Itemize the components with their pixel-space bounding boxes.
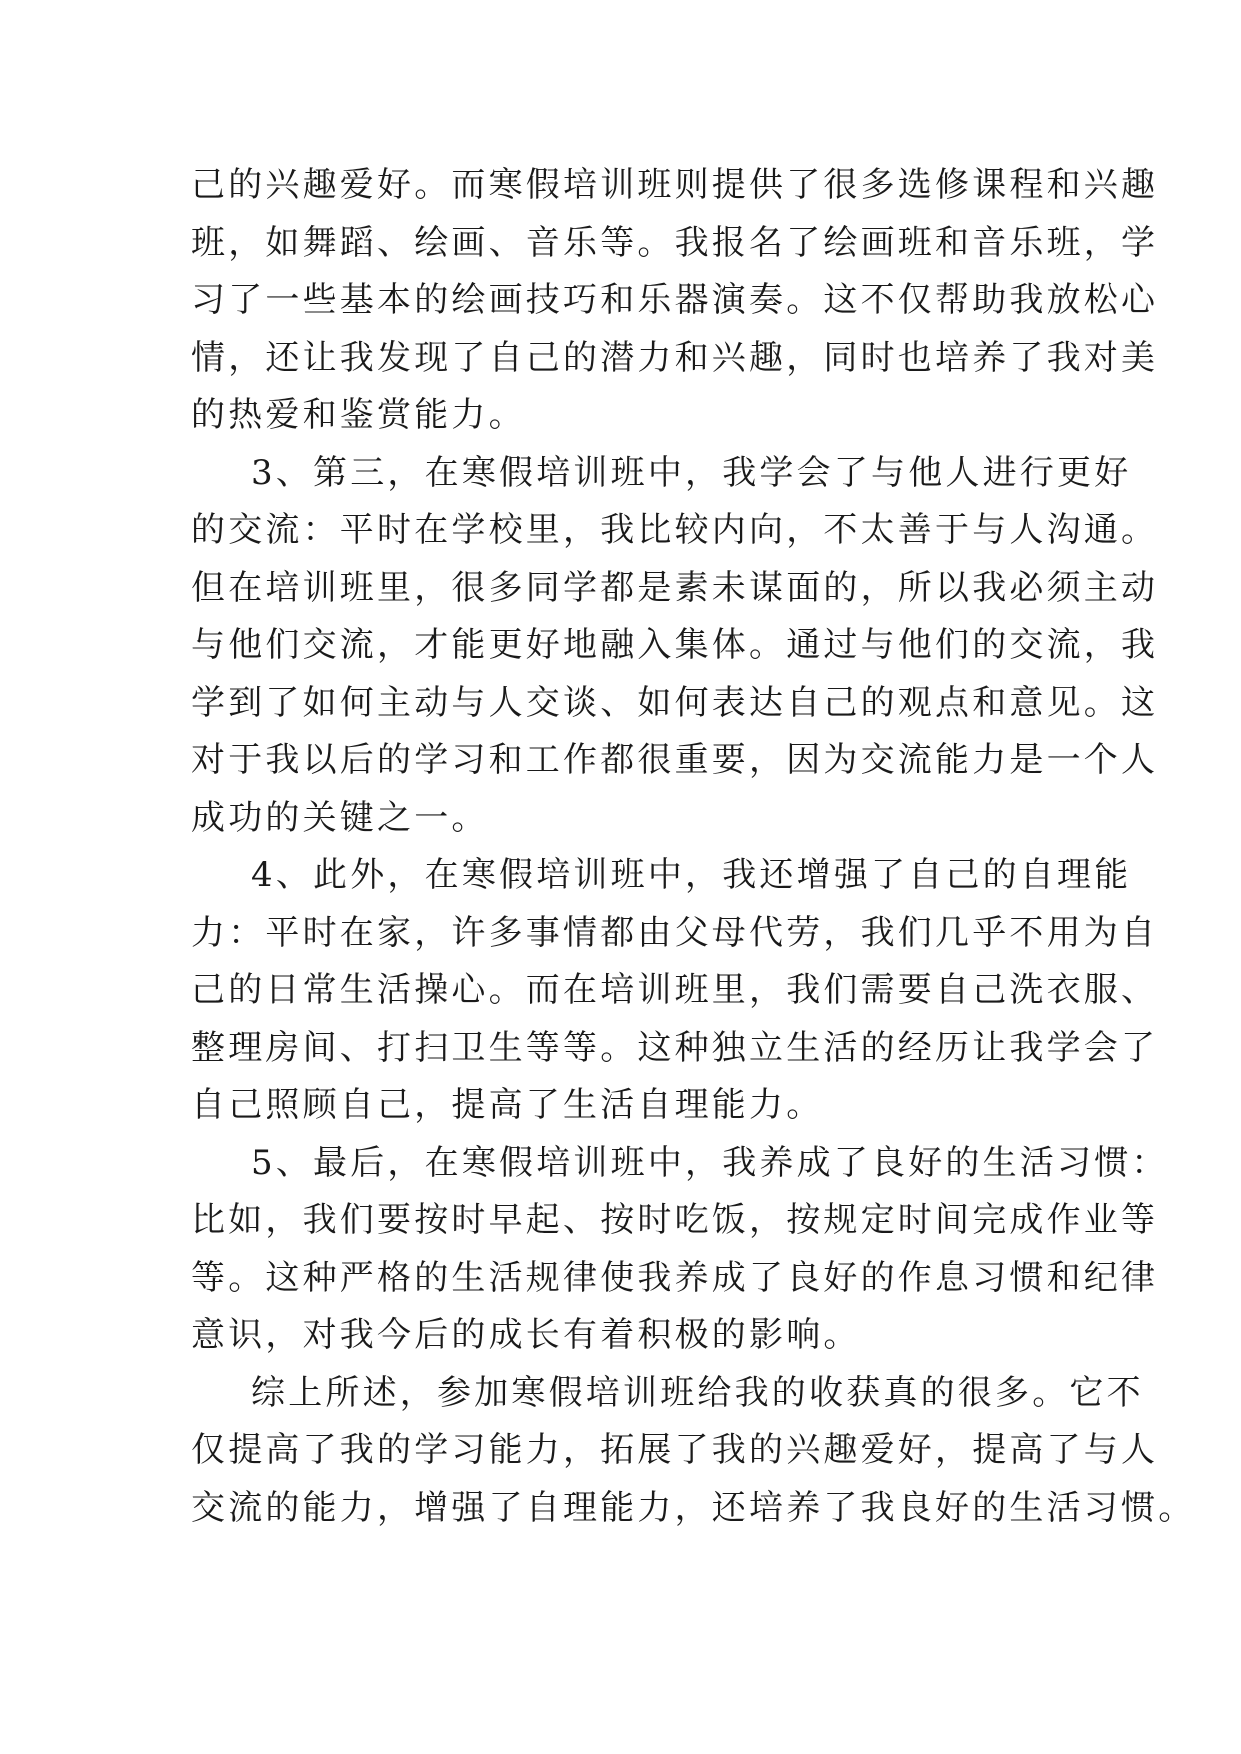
paragraph-line: 意识，对我今后的成长有着积极的影响。 — [191, 1315, 861, 1355]
paragraph-line: 比如，我们要按时早起、按时吃饭，按规定时间完成作业等 — [191, 1200, 1159, 1240]
paragraph-line: 力：平时在家，许多事情都由父母代劳，我们几乎不用为自 — [191, 912, 1159, 953]
paragraph-line: 班，如舞蹈、绘画、音乐等。我报名了绘画班和音乐班，学 — [191, 222, 1159, 263]
document-body — [191, 157, 1196, 1537]
paragraph-line: 等。这种严格的生活规律使我养成了良好的作息习惯和纪律 — [191, 1257, 1159, 1298]
paragraph-line: 情，还让我发现了自己的潜力和兴趣，同时也培养了我对美 — [191, 337, 1159, 378]
paragraph-line: 己的日常生活操心。而在培训班里，我们需要自己洗衣服、 — [191, 970, 1159, 1010]
paragraph-line: 学到了如何主动与人交谈、如何表达自己的观点和意见。这 — [191, 682, 1159, 723]
paragraph-line: 5、最后，在寒假培训班中，我养成了良好的生活习惯： — [251, 1142, 1169, 1183]
paragraph-line: 综上所述，参加寒假培训班给我的收获真的很多。它不 — [251, 1372, 1144, 1413]
paragraph-line: 整理房间、打扫卫生等等。这种独立生活的经历让我学会了 — [191, 1027, 1159, 1068]
paragraph-line: 的热爱和鉴赏能力。 — [191, 395, 526, 435]
paragraph-line: 交流的能力，增强了自理能力，还培养了我良好的生活习惯。 — [191, 1487, 1196, 1528]
paragraph-line: 3、第三，在寒假培训班中，我学会了与他人进行更好 — [251, 452, 1132, 493]
paragraph-line: 4、此外，在寒假培训班中，我还增强了自己的自理能 — [251, 855, 1132, 895]
paragraph-line: 自己照顾自己，提高了生活自理能力。 — [191, 1085, 824, 1125]
paragraph-line: 的交流：平时在学校里，我比较内向，不太善于与人沟通。 — [191, 510, 1159, 550]
paragraph-line: 但在培训班里，很多同学都是素未谋面的，所以我必须主动 — [191, 567, 1159, 608]
paragraph-line: 成功的关键之一。 — [191, 797, 489, 838]
paragraph-line: 对于我以后的学习和工作都很重要，因为交流能力是一个人 — [191, 740, 1159, 780]
paragraph-line: 己的兴趣爱好。而寒假培训班则提供了很多选修课程和兴趣 — [191, 165, 1159, 205]
paragraph-line: 仅提高了我的学习能力，拓展了我的兴趣爱好，提高了与人 — [191, 1430, 1159, 1470]
paragraph-line: 与他们交流，才能更好地融入集体。通过与他们的交流，我 — [191, 625, 1159, 665]
paragraph-line: 习了一些基本的绘画技巧和乐器演奏。这不仅帮助我放松心 — [191, 280, 1159, 320]
